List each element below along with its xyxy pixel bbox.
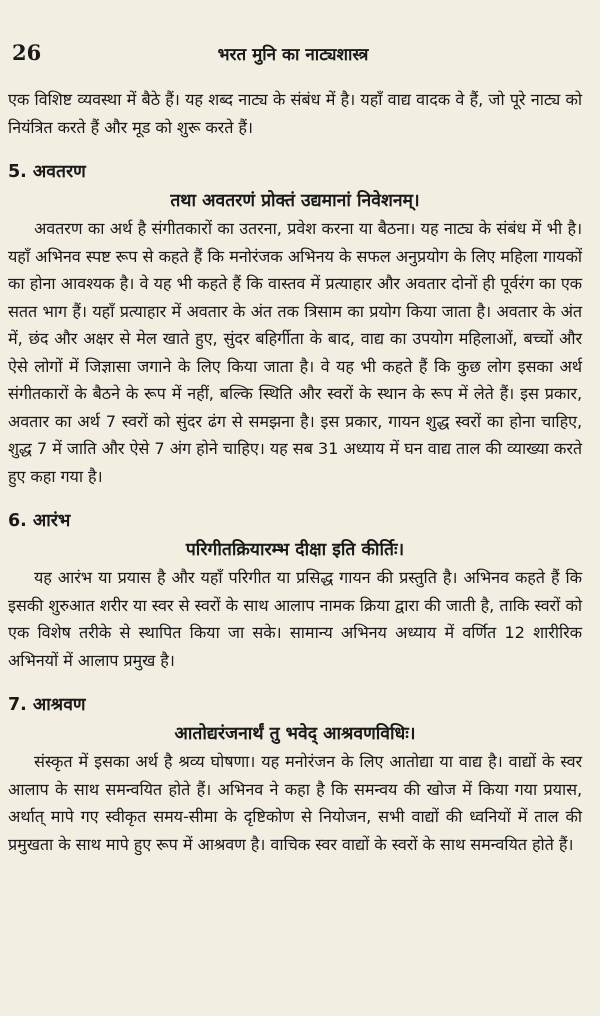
section-paragraph: अवतरण का अर्थ है संगीतकारों का उतरना, प्रवेश करना या बैठना। यह नाट्य के संबंध में भी है। यहाँ अभिनव स्पष्ट रूप से कहते हैं कि मनोरंजक अभिनय के सफल अनुप्रयोग के लिए महिला गायकों का होना आवश्यक है। वे यह भी कहते हैं कि वास्तव में प्रत्याहार और अवतार दोनों ही पूर्वरंग का एक सतत भाग हैं। यहाँ प्रत्याहार में अवतार के अंत तक त्रिसाम का प्रयोग किया जाता है। अवतार के अंत में, छंद और अक्षर से मेल खाते हुए, सुंदर बहिर्गीता के बाद, वाद्य का उपयोग महिलाओं, बच्चों और ऐसे लोगों में जिज्ञासा जगाने के लिए किया जाता है। वे यह भी कहते हैं कि कुछ लोग इसका अर्थ संगीतकारों के बैठने के रूप में नहीं, बल्कि स्थिति और स्वरों के स्थान के रूप में लेते हैं। इस प्रकार, अवतार का अर्थ 7 स्वरों को सुंदर ढंग से समझना है। इस प्रकार, गायन शुद्ध स्वरों का होना चाहिए, शुद्ध 7 में जाति और ऐसे 7 अंग होने चाहिए। यह सब 31 अध्याय में घन वाद्य ताल की व्याख्या करते हुए कहा गया है।: [8, 219, 582, 486]
sanskrit-verse: तथा अवतरणं प्रोक्तं उद्यमानां निवेशनम्।: [170, 191, 420, 211]
section-heading: 6. आरंभ: [8, 511, 71, 531]
page-number: 26: [12, 40, 42, 65]
intro-paragraph: एक विशिष्ट व्यवस्था में बैठे हैं। यह शब्द नाट्य के संबंध में है। यहाँ वाद्य वादक वे हैं, जो पूरे नाट्य को नियंत्रित करते हैं और मूड को शुरू करते हैं।: [8, 90, 582, 137]
section-aarambh: [8, 508, 582, 674]
page-header: [8, 40, 578, 68]
section-paragraph: यह आरंभ या प्रयास है और यहाँ परिगीत या प्रसिद्ध गायन की प्रस्तुति है। अभिनव कहते हैं कि इसकी शुरुआत शरीर या स्वर से स्वरों के साथ आलाप नामक क्रिया द्वारा की जाती है, ताकि स्वरों को एक विशेष तरीके से स्थापित किया जा सके। सामान्य अभिनय अध्याय में वर्णित 12 शारीरिक अभिनयों में आलाप प्रमुख है।: [8, 568, 582, 670]
section-heading: 7. आश्रवण: [8, 695, 86, 715]
section-heading: 5. अवतरण: [8, 162, 86, 182]
sanskrit-verse: परिगीतक्रियारम्भ दीक्षा इति कीर्तिः।: [185, 540, 405, 560]
running-title: भरत मुनि का नाट्यशास्त्र: [217, 45, 369, 65]
page-body: [8, 86, 582, 858]
section-avataran: [8, 159, 582, 490]
sanskrit-verse: आतोद्यरंजनार्थं तु भवेद् आश्रवणविधिः।: [174, 724, 416, 744]
section-paragraph: संस्कृत में इसका अर्थ है श्रव्य घोषणा। यह मनोरंजन के लिए आतोद्या या वाद्य है। वाद्यों के स्वर आलाप के साथ समन्वयित होते हैं। अभिनव ने कहा है कि समन्वय की खोज में किया गया प्रयास, अर्थात् मापे गए स्वीकृत समय-सीमा के दृष्टिकोण से नियोजन, सभी वाद्यों की ध्वनियों में ताल की प्रमुखता के साथ मापे हुए रूप में आश्रवण है। वाचिक स्वर वाद्यों के स्वरों के साथ समन्वयित होते हैं।: [8, 752, 582, 854]
section-ashravan: [8, 692, 582, 858]
